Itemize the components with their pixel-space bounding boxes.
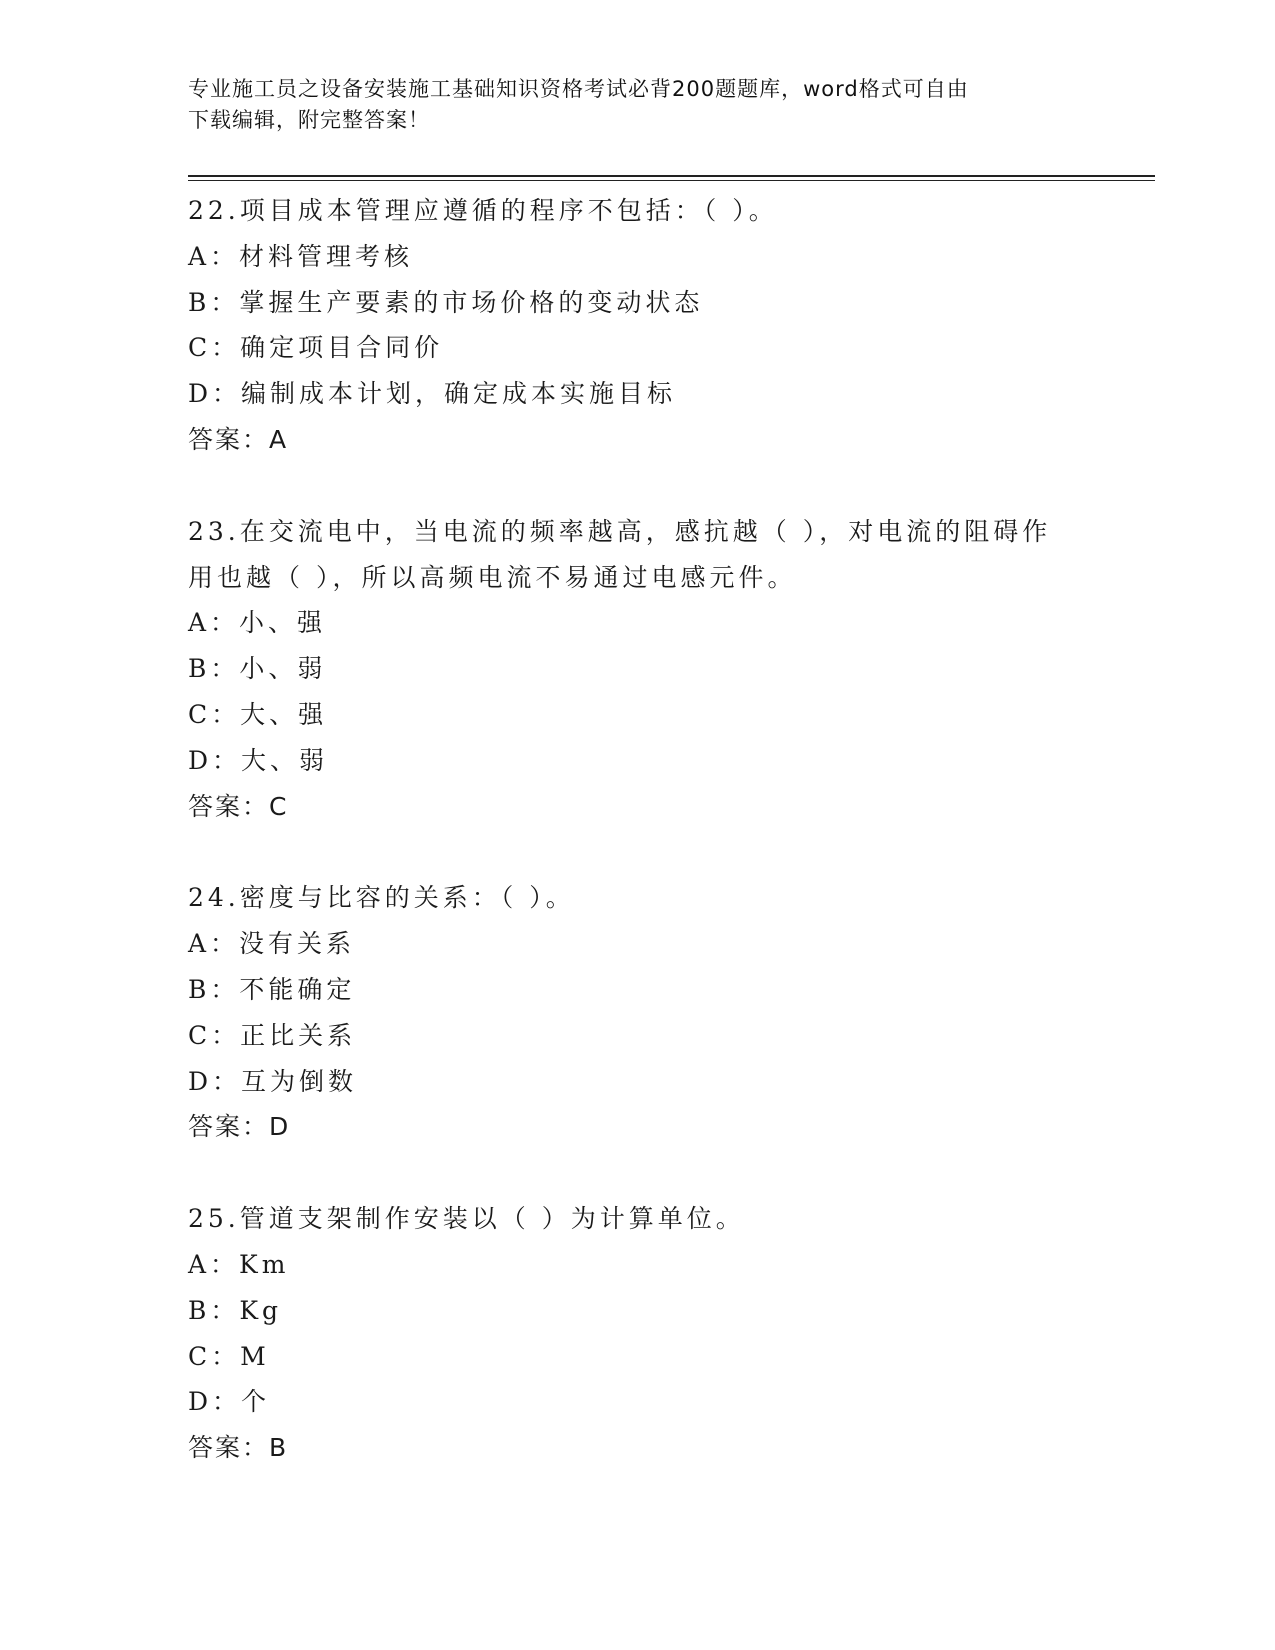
- question-stem: [188, 1196, 1088, 1242]
- option-a: A：小、强: [188, 608, 327, 638]
- answer-line: [188, 784, 1088, 830]
- question-number: 22.: [188, 196, 240, 225]
- answer-line: [188, 1425, 1088, 1471]
- question-list: [188, 188, 1088, 1517]
- answer-value: A: [269, 424, 289, 454]
- question-24: [188, 875, 1088, 1150]
- question-text-line-2: 用也越（ ），所以高频电流不易通过电感元件。: [188, 562, 797, 592]
- question-text: 密度与比容的关系：（ ）。: [239, 883, 575, 913]
- option-c: C：确定项目合同价: [188, 333, 444, 363]
- answer-value: B: [269, 1433, 289, 1463]
- header-divider-thick: [188, 175, 1155, 177]
- option-d: D：互为倒数: [188, 1066, 358, 1096]
- option-b: B：不能确定: [188, 974, 356, 1004]
- question-number: 23.: [188, 516, 240, 546]
- option-b: B：Kg: [188, 1295, 283, 1325]
- answer-value: C: [269, 791, 289, 821]
- question-text-line-1: 在交流电中，当电流的频率越高，感抗越（ ），对电流的阻碍作: [239, 516, 1052, 546]
- question-number: 24.: [188, 883, 240, 913]
- option-d: D：个: [188, 1387, 271, 1417]
- answer-label: 答案：: [188, 1112, 270, 1142]
- option-d: D：编制成本计划，确定成本实施目标: [188, 379, 677, 409]
- option-c: C：M: [188, 1341, 270, 1371]
- option-a: A：材料管理考核: [188, 241, 414, 271]
- document-header: [188, 74, 1088, 136]
- question-text: 管道支架制作安装以（ ）为计算单位。: [239, 1204, 745, 1234]
- option-a: A：没有关系: [188, 929, 356, 959]
- answer-line: [188, 417, 1088, 463]
- question-text: 项目成本管理应遵循的程序不包括：（ ）。: [239, 196, 778, 225]
- answer-label: 答案：: [188, 1433, 270, 1463]
- question-stem: [188, 509, 1088, 555]
- option-c: C：正比关系: [188, 1020, 357, 1050]
- answer-value: D: [269, 1112, 291, 1142]
- question-22: [188, 188, 1088, 463]
- header-title-line-2: 下载编辑，附完整答案！: [188, 108, 430, 132]
- header-divider-thin: [188, 180, 1155, 181]
- answer-line: [188, 1104, 1088, 1150]
- question-25: [188, 1196, 1088, 1471]
- question-number: 25.: [188, 1204, 240, 1234]
- question-stem: [188, 875, 1088, 921]
- question-23: [188, 509, 1088, 830]
- answer-label: 答案：: [188, 424, 270, 454]
- option-d: D：大、弱: [188, 745, 329, 775]
- header-title-line-1: 专业施工员之设备安装施工基础知识资格考试必背200题题库，word格式可自由: [188, 77, 969, 101]
- answer-label: 答案：: [188, 791, 270, 821]
- option-c: C：大、强: [188, 699, 328, 729]
- option-b: B：掌握生产要素的市场价格的变动状态: [188, 287, 704, 317]
- option-b: B：小、弱: [188, 654, 327, 684]
- question-stem: [188, 188, 1088, 234]
- option-a: A：Km: [188, 1249, 290, 1279]
